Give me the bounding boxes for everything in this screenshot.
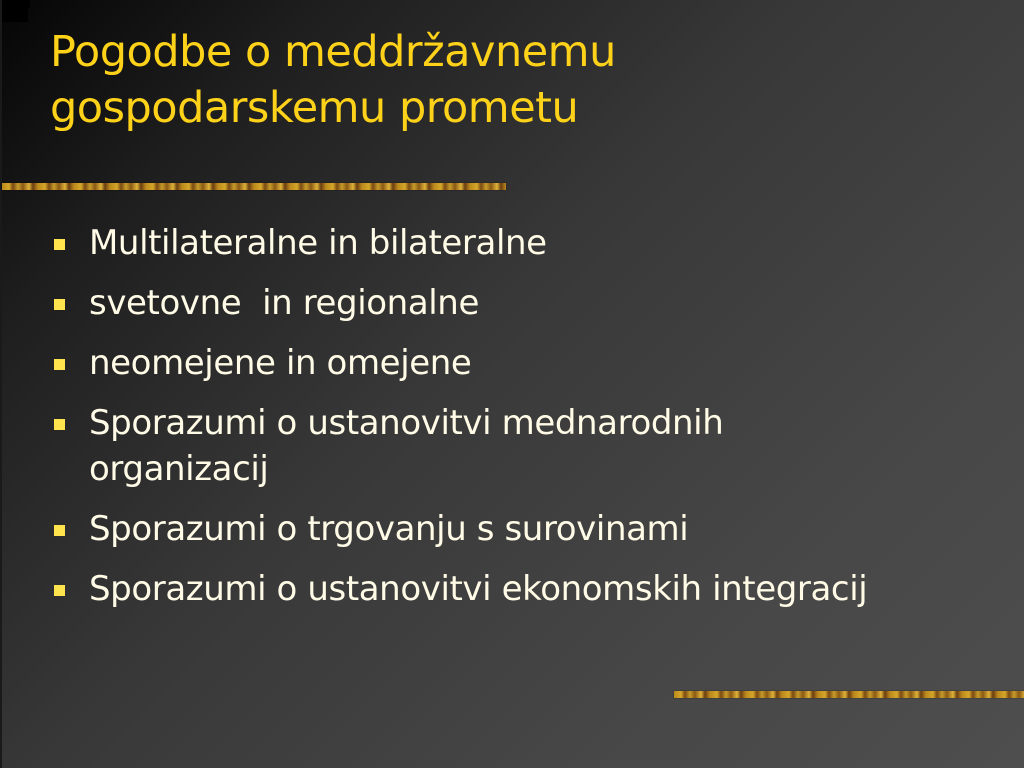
- square-bullet-icon: [54, 419, 65, 430]
- square-bullet-icon: [54, 239, 65, 250]
- square-bullet-icon: [54, 359, 65, 370]
- slide-title: [50, 24, 950, 136]
- square-bullet-icon: [54, 299, 65, 310]
- bullet-text: Multilateralne in bilateralne: [89, 223, 547, 263]
- bullet-text: Sporazumi o trgovanju s surovinami: [89, 509, 689, 549]
- bullet-text: Sporazumi o ustanovitvi ekonomskih integracij: [89, 569, 868, 609]
- bullet-text: neomejene in omejene: [89, 343, 472, 383]
- square-bullet-icon: [54, 525, 65, 536]
- bullet-text: Sporazumi o ustanovitvi mednarodnih organizacij: [89, 403, 724, 489]
- square-bullet-icon: [54, 585, 65, 596]
- bullet-item: [50, 340, 870, 386]
- bullet-item: [50, 280, 870, 326]
- bullet-item: [50, 566, 870, 612]
- corner-mark: [2, 0, 28, 22]
- bullet-item: [50, 400, 870, 492]
- bullet-list: [50, 220, 870, 626]
- slide-title-line-1: Pogodbe o meddržavnemu: [50, 27, 616, 77]
- bullet-text: svetovne in regionalne: [89, 283, 479, 323]
- bullet-item: [50, 220, 870, 266]
- slide-title-line-2: gospodarskemu prometu: [50, 83, 579, 133]
- bullet-item: [50, 506, 870, 552]
- decorative-rule-bottom: [674, 691, 1024, 698]
- decorative-rule-top: [2, 183, 506, 190]
